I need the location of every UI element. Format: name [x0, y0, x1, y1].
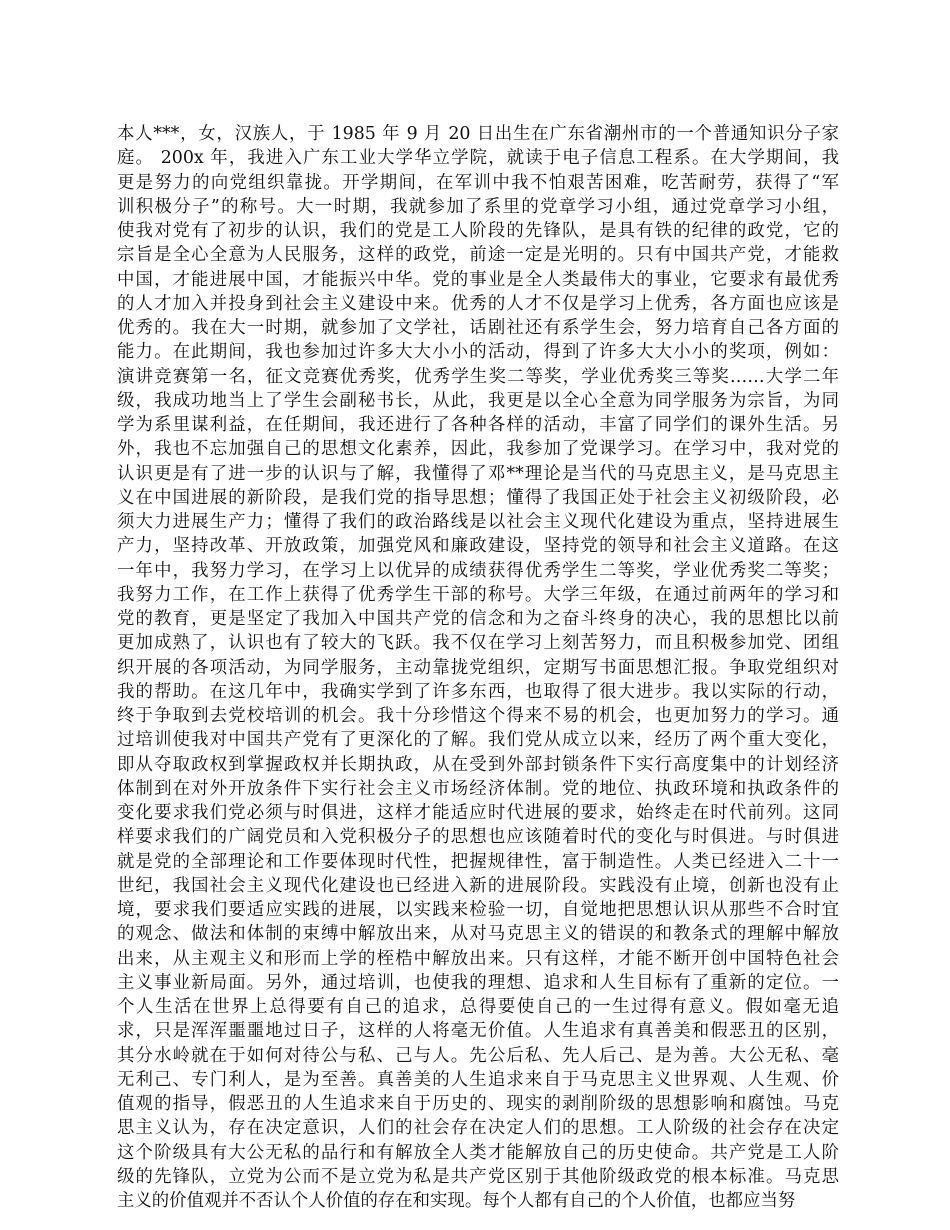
text-line: 级，我成功地当上了学生会副秘书长，从此，我更是以全心全意为同学服务为宗旨，为同 [117, 390, 839, 411]
text-line: 就是党的全部理论和工作要体现时代性，把握规律性，富于制造性。人类已经进入二十一 [117, 851, 839, 872]
text-line: 境，要求我们要适应实践的进展，以实践来检验一切，自觉地把思想认识从那些不合时宜 [117, 900, 839, 920]
text-line: 我的帮助。在这几年中，我确实学到了许多东西，也取得了很大进步。我以实际的行动， [117, 681, 839, 702]
text-line: 体制到在对外开放条件下实行社会主义市场经济体制。党的地位、执政环境和执政条件的 [117, 778, 839, 799]
text-line: 宗旨是全心全意为人民服务，这样的政党，前途一定是光明的。只有中国共产党，才能救 [117, 245, 839, 266]
text-line: 演讲竞赛第一名，征文竞赛优秀奖，优秀学生奖二等奖，学业优秀奖三等奖……大学二年 [117, 366, 839, 387]
text-line: 庭。 200x 年，我进入广东工业大学华立学院，就读于电子信息工程系。在大学期间，我 [117, 148, 839, 169]
text-line: 个人生活在世界上总得要有自己的追求，总得要使自己的一生过得有意义。假如毫无追 [117, 997, 839, 1017]
text-line: 这个阶级具有大公无私的品行和有解放全人类才能解放自己的历史使命。共产党是工人阶 [117, 1142, 839, 1163]
text-line: 能力。在此期间，我也参加过许多大大小小的活动，得到了许多大大小小的奖项，例如： [117, 342, 839, 363]
text-line: 主义事业新局面。另外，通过培训，也使我的理想、追求和人生目标有了重新的定位。一 [117, 972, 839, 993]
text-line: 更是努力的向党组织靠拢。开学期间，在军训中我不怕艰苦困难，吃苦耐劳，获得了“军 [117, 172, 839, 193]
text-line: 求，只是浑浑噩噩地过日子，这样的人将毫无价值。人生追求有真善美和假恶丑的区别， [117, 1021, 839, 1042]
text-line: 织开展的各项活动，为同学服务，主动靠拢党组织，定期写书面思想汇报。争取党组织对 [117, 657, 839, 678]
text-line: 义在中国进展的新阶段，是我们党的指导思想；懂得了我国正处于社会主义初级阶段，必 [117, 487, 839, 508]
text-line: 其分水岭就在于如何对待公与私、己与人。先公后私、先人后己、是为善。大公无私、毫 [117, 1045, 839, 1066]
text-line: 无利己、专门利人，是为至善。真善美的人生追求来自于马克思主义世界观、人生观、价 [117, 1069, 839, 1090]
text-line: 产力，坚持改革、开放政策，加强党风和廉政建设，坚持党的领导和社会主义道路。在这 [117, 536, 839, 557]
text-line: 我努力工作，在工作上获得了优秀学生干部的称号。大学三年级，在通过前两年的学习和 [117, 584, 839, 605]
text-line: 变化要求我们党必须与时俱进，这样才能适应时代进展的要求，始终走在时代前列。这同 [117, 803, 839, 823]
text-line: 值观的指导，假恶丑的人生追求来自于历史的、现实的剥削阶级的思想影响和腐蚀。马克 [117, 1094, 839, 1114]
text-line: 中国，才能进展中国，才能振兴中华。党的事业是全人类最伟大的事业，它要求有最优秀 [117, 269, 839, 290]
text-line: 即从夺取政权到掌握政权并长期执政，从在受到外部封锁条件下实行高度集中的计划经济 [117, 754, 839, 775]
text-line: 认识更是有了进一步的认识与了解，我懂得了邓**理论是当代的马克思主义，是马克思主 [117, 463, 839, 484]
text-line: 须大力进展生产力；懂得了我们的政治路线是以社会主义现代化建设为重点，坚持进展生 [117, 512, 839, 532]
text-line: 世纪，我国社会主义现代化建设也已经进入新的进展阶段。实践没有止境，创新也没有止 [117, 875, 839, 896]
text-line: 学为系里谋利益，在任期间，我还进行了各种各样的活动，丰富了同学们的课外生活。另 [117, 415, 839, 435]
document-body [117, 122, 839, 1213]
text-line: 样要求我们的广阔党员和入党积极分子的思想也应该随着时代的变化与时俱进。与时俱进 [117, 827, 839, 848]
text-line: 党的教育，更是坚定了我加入中国共产党的信念和为之奋斗终身的决心，我的思想比以前 [117, 609, 839, 629]
text-line: 的观念、做法和体制的束缚中解放出来，从对马克思主义的错误的和教条式的理解中解放 [117, 924, 839, 945]
text-line: 更加成熟了，认识也有了较大的飞跃。我不仅在学习上刻苦努力，而且积极参加党、团组 [117, 633, 839, 654]
text-line: 出来，从主观主义和形而上学的桎梏中解放出来。只有这样，才能不断开创中国特色社会 [117, 948, 839, 969]
text-line: 主义的价值观并不否认个人价值的存在和实现。每个人都有自己的个人价值，也都应当努 [117, 1191, 796, 1211]
text-line: 思主义认为，存在决定意识，人们的社会存在决定人们的思想。工人阶级的社会存在决定 [117, 1118, 839, 1139]
text-line: 终于争取到去党校培训的机会。我十分珍惜这个得来不易的机会，也更加努力的学习。通 [117, 706, 839, 726]
text-line: 的人才加入并投身到社会主义建设中来。优秀的人才不仅是学习上优秀，各方面也应该是 [117, 293, 839, 314]
text-line: 训积极分子”的称号。大一时期，我就参加了系里的党章学习小组，通过党章学习小组， [117, 196, 839, 217]
text-line: 过培训使我对中国共产党有了更深化的了解。我们党从成立以来，经历了两个重大变化， [117, 730, 839, 751]
text-line: 使我对党有了初步的认识，我们的党是工人阶段的先锋队，是具有铁的纪律的政党，它的 [117, 221, 839, 241]
text-line: 级的先锋队，立党为公而不是立党为私是共产党区别于其他阶级政党的根本标准。马克思 [117, 1166, 839, 1187]
text-line: 本人***，女，汉族人，于 1985 年 9 月 20 日出生在广东省潮州市的一个普通知识分子家 [117, 124, 839, 144]
text-line: 优秀的。我在大一时期，就参加了文学社，话剧社还有系学生会，努力培育自己各方面的 [117, 318, 839, 338]
text-line: 一年中，我努力学习，在学习上以优异的成绩获得优秀学生二等奖，学业优秀奖二等奖； [117, 560, 839, 581]
text-line: 外，我也不忘加强自己的思想文化素养，因此，我参加了党课学习。在学习中，我对党的 [117, 439, 839, 460]
